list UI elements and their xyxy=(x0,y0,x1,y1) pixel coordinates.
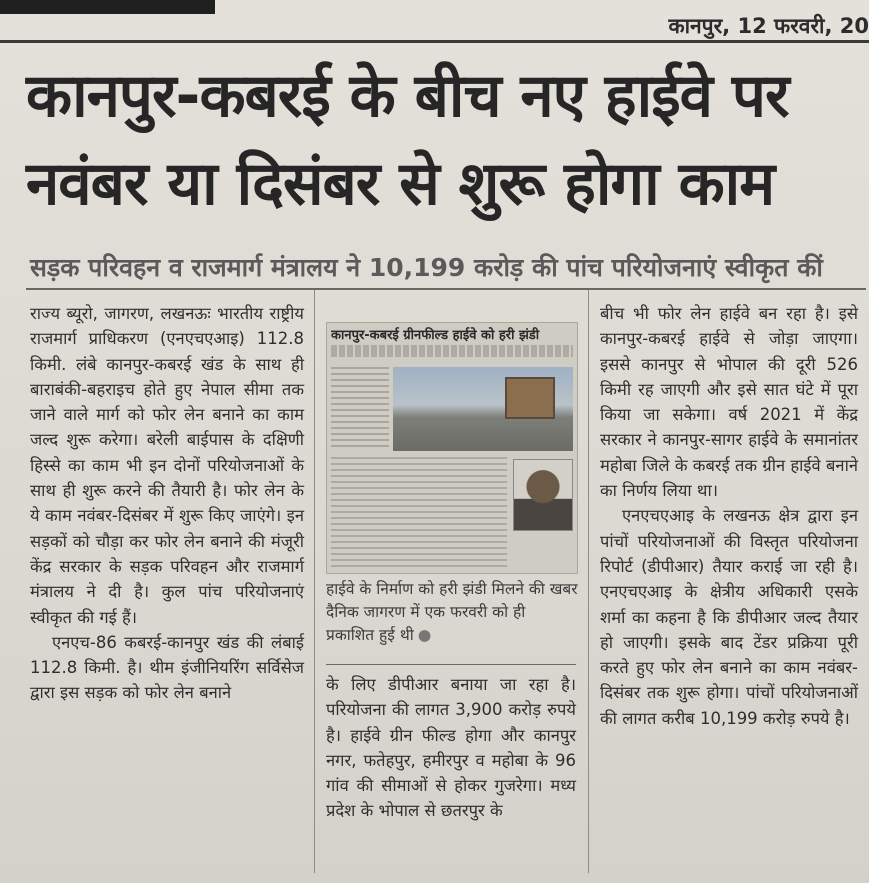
masthead-bar xyxy=(0,0,869,46)
column-divider-1 xyxy=(314,290,315,873)
clipping-caption xyxy=(326,578,578,647)
caption-end-mark: ● xyxy=(417,626,432,644)
headline-line-1: कानपुर-कबरई के बीच नए हाईवे पर xyxy=(26,61,789,131)
headline xyxy=(26,52,866,228)
masthead-logo-strip xyxy=(0,0,215,14)
clipping-text-block xyxy=(331,367,389,451)
clipping-inset xyxy=(326,322,578,574)
masthead-rule xyxy=(0,40,869,43)
caption-rule xyxy=(326,664,576,665)
column-3-paragraph-1: बीच भी फोर लेन हाईवे बन रहा है। इसे कानपुर-कबरई हाईवे से जोड़ा जाएगा। इससे कानपुर से भोपाल की दूरी 526 किमी रह जाएगी और इसे सात घंटे में पूरा किया जा सकेगा। वर्ष 2021 में केंद्र सरकार ने कानपुर-सागर हाईवे के समानांतर महोबा जिले के कबरई तक ग्रीन हाईवे बनाने का निर्णय लिया था। xyxy=(600,304,858,501)
subheadline-rule xyxy=(26,288,866,290)
article-column-2 xyxy=(326,672,576,824)
subheadline: सड़क परिवहन व राजमार्ग मंत्रालय ने 10,199 करोड़ की पांच परियोजनाएं स्वीकृत कीं xyxy=(30,253,823,282)
truck-image xyxy=(505,377,555,419)
column-2-paragraph-1: के लिए डीपीआर बनाया जा रहा है। परियोजना की लागत 3,900 करोड़ रुपये है। हाईवे ग्रीन फील्ड होगा और कानपुर नगर, फतेहपुर, हमीरपुर व महोबा के 96 गांव की सीमाओं से होकर गुजरेगा। मध्य प्रदेश के भोपाल से छतरपुर के xyxy=(326,675,576,821)
column-3-paragraph-2: एनएचएआइ के लखनऊ क्षेत्र द्वारा इन पांचों परियोजनाओं की विस्तृत परियोजना रिपोर्ट (डीपीआर) तैयार कराई जा रही है। एनएचएआइ के क्षेत्रीय अधिकारी एसके शर्मा का कहना है कि डीपीआर जल्द तैयार हो जाएगी। इसके बाद टेंडर प्रक्रिया पूरी करते हुए फोर लेन बनाने का काम नवंबर-दिसंबर तक शुरू होगा। पांचों परियोजनाओं की लागत करीब 10,199 करोड़ रुपये है। xyxy=(600,506,858,728)
article-column-3 xyxy=(600,301,858,731)
column-1-paragraph-2: एनएच-86 कबरई-कानपुर खंड की लंबाई 112.8 किमी. है। थीम इंजीनियरिंग सर्विसेज द्वारा इस सड़क को फोर लेन बनाने xyxy=(30,632,304,703)
clipping-photo xyxy=(393,367,573,451)
clipping-deck-lines xyxy=(331,345,573,357)
clipping-title: कानपुर-कबरई ग्रीनफील्ड हाईवे को हरी झंडी xyxy=(331,328,540,343)
clipping-caption-text: हाईवे के निर्माण को हरी झंडी मिलने की खबर दैनिक जागरण में एक फरवरी को ही प्रकाशित हुई थी xyxy=(326,580,578,644)
clipping-portrait xyxy=(513,459,573,531)
headline-line-2: नवंबर या दिसंबर से शुरू होगा काम xyxy=(26,149,775,219)
dateline: कानपुर, 12 फरवरी, 20 xyxy=(668,14,869,38)
column-1-paragraph-1: राज्य ब्यूरो, जागरण, लखनऊः भारतीय राष्ट्रीय राजमार्ग प्राधिकरण (एनएचएआइ) 112.8 किमी. लंबे कानपुर-कबरई खंड के साथ ही बाराबंकी-बहराइच होते हुए नेपाल सीमा तक जाने वाले मार्ग को फोर लेन बनाने का काम जल्द शुरू करेगा। बरेली बाईपास के दक्षिणी हिस्से का काम भी इन दोनों परियोजनाओं के साथ ही शुरू करने की तैयारी है। फोर लेन के ये काम नवंबर-दिसंबर में शुरू किए जाएंगे। इन सड़कों को चौड़ा कर फोर लेन बनाने की मंजूरी केंद्र सरकार के सड़क परिवहन और राजमार्ग मंत्रालय ने दी है। कुल पांच परियोजनाएं स्वीकृत की गई हैं। xyxy=(30,304,304,627)
article-column-1 xyxy=(30,301,304,706)
clipping-body-lines xyxy=(331,457,507,567)
column-divider-2 xyxy=(588,290,589,873)
